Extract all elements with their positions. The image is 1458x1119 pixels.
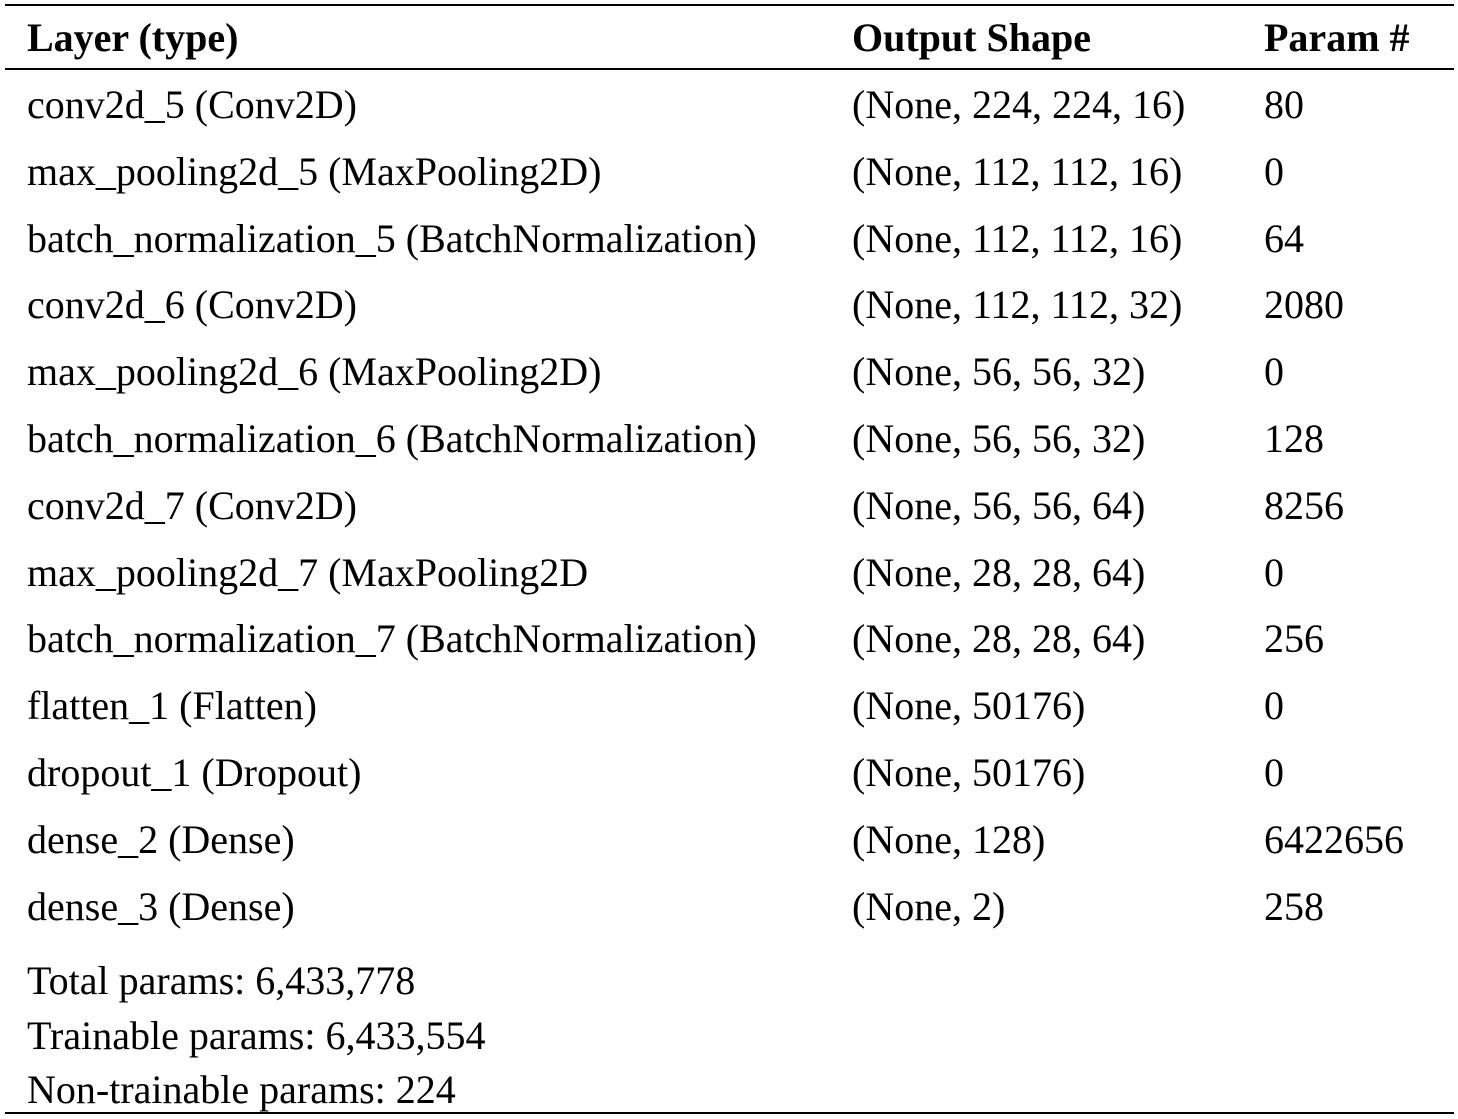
- shape-cell: (None, 28, 28, 64): [852, 616, 1146, 662]
- model-summary-table: [5, 4, 1454, 1114]
- param-cell: 80: [1264, 82, 1304, 127]
- header-output-shape: Output Shape: [852, 15, 1091, 60]
- param-cell: 6422656: [1264, 816, 1404, 862]
- layer-cell: max_pooling2d_7 (MaxPooling2D: [27, 549, 589, 595]
- param-cell: 0: [1264, 148, 1284, 194]
- table-row: [5, 738, 1454, 805]
- param-cell: 0: [1264, 349, 1284, 395]
- param-cell: 2080: [1264, 282, 1344, 328]
- table-row: [5, 270, 1454, 337]
- table-row: [5, 872, 1454, 939]
- non-trainable-params: Non-trainable params: 224: [27, 1067, 456, 1112]
- shape-cell: (None, 56, 56, 64): [852, 482, 1146, 528]
- table-row: [5, 204, 1454, 271]
- table-row: [5, 70, 1454, 137]
- shape-cell: (None, 112, 112, 32): [852, 282, 1183, 328]
- table-row: [5, 471, 1454, 538]
- table-row: [5, 337, 1454, 404]
- shape-cell: (None, 2): [852, 883, 1006, 929]
- param-cell: 0: [1264, 750, 1284, 795]
- param-cell: 8256: [1264, 482, 1344, 528]
- layer-cell: conv2d_5 (Conv2D): [27, 82, 357, 127]
- shape-cell: (None, 50176): [852, 683, 1086, 729]
- layer-cell: batch_normalization_6 (BatchNormalization): [27, 416, 757, 461]
- shape-cell: (None, 112, 112, 16): [852, 148, 1183, 194]
- params-summary: [27, 954, 485, 1118]
- layer-cell: dense_2 (Dense): [27, 816, 295, 862]
- param-cell: 0: [1264, 549, 1284, 595]
- layer-cell: dropout_1 (Dropout): [27, 750, 362, 795]
- header-param-count: Param #: [1264, 15, 1410, 60]
- layer-cell: conv2d_6 (Conv2D): [27, 282, 357, 328]
- layer-cell: conv2d_7 (Conv2D): [27, 482, 357, 528]
- layer-cell: max_pooling2d_6 (MaxPooling2D): [27, 349, 602, 395]
- total-params: Total params: 6,433,778: [27, 958, 416, 1003]
- param-cell: 256: [1264, 616, 1324, 662]
- layer-cell: batch_normalization_5 (BatchNormalization): [27, 215, 757, 261]
- shape-cell: (None, 50176): [852, 750, 1086, 795]
- param-cell: 0: [1264, 683, 1284, 729]
- table-row: [5, 805, 1454, 872]
- shape-cell: (None, 128): [852, 816, 1046, 862]
- layer-cell: flatten_1 (Flatten): [27, 683, 317, 729]
- table-row: [5, 137, 1454, 204]
- layer-cell: batch_normalization_7 (BatchNormalization): [27, 616, 757, 662]
- table-row: [5, 538, 1454, 605]
- table-row: [5, 404, 1454, 471]
- shape-cell: (None, 56, 56, 32): [852, 349, 1146, 395]
- table-row: [5, 671, 1454, 738]
- header-layer-type: Layer (type): [27, 15, 239, 60]
- table-row: [5, 604, 1454, 671]
- param-cell: 258: [1264, 883, 1324, 929]
- table-header: [5, 6, 1454, 70]
- layer-cell: max_pooling2d_5 (MaxPooling2D): [27, 148, 602, 194]
- param-cell: 128: [1264, 416, 1324, 461]
- shape-cell: (None, 224, 224, 16): [852, 82, 1186, 127]
- param-cell: 64: [1264, 215, 1304, 261]
- shape-cell: (None, 112, 112, 16): [852, 215, 1183, 261]
- shape-cell: (None, 28, 28, 64): [852, 549, 1146, 595]
- shape-cell: (None, 56, 56, 32): [852, 416, 1146, 461]
- trainable-params: Trainable params: 6,433,554: [27, 1012, 486, 1058]
- layer-cell: dense_3 (Dense): [27, 883, 295, 929]
